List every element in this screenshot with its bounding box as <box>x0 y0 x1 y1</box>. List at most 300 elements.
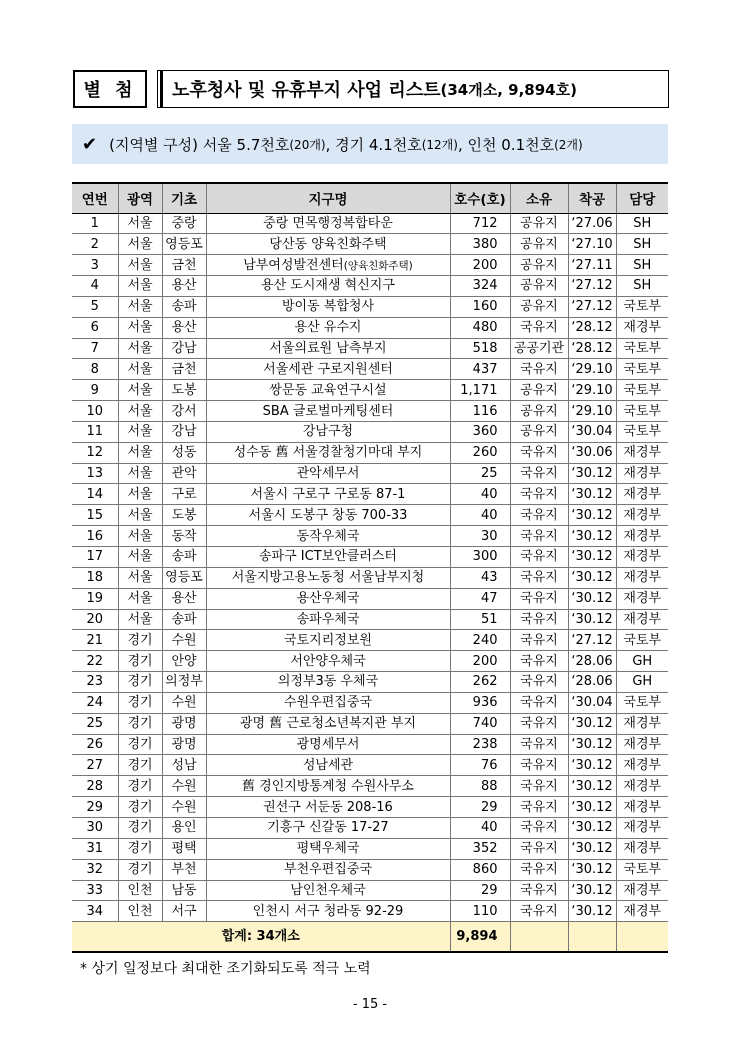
site-name-text: 광명세무서 <box>296 737 360 753</box>
cell-start: ‘30.12 <box>568 505 616 526</box>
cell-start: ‘29.10 <box>568 380 616 401</box>
cell-start: ‘30.12 <box>568 880 616 901</box>
cell-units: 30 <box>450 526 510 547</box>
site-name-text: 수원우편집중국 <box>284 695 372 711</box>
table-row <box>72 547 668 568</box>
cell-no: 10 <box>72 401 118 422</box>
cell-manager: 국토부 <box>616 630 668 651</box>
cell-district: 용인 <box>162 817 206 838</box>
site-name-text: 서울지방고용노동청 서울남부지청 <box>231 570 425 586</box>
cell-site-name <box>206 672 450 693</box>
cell-site-name <box>206 255 450 276</box>
cell-units: 300 <box>450 547 510 568</box>
cell-units: 51 <box>450 609 510 630</box>
attachment-badge: 별 첨 <box>73 70 147 108</box>
site-name-text: 舊 경인지방통계청 수원사무소 <box>242 778 414 794</box>
total-empty-cell <box>510 922 568 952</box>
cell-manager: 재경부 <box>616 755 668 776</box>
cell-no: 5 <box>72 296 118 317</box>
cell-start: ‘29.10 <box>568 401 616 422</box>
cell-region: 서울 <box>118 421 162 442</box>
cell-district: 영등포 <box>162 234 206 255</box>
cell-units: 200 <box>450 255 510 276</box>
cell-manager: 국토부 <box>616 380 668 401</box>
table-row <box>72 359 668 380</box>
cell-manager: 재경부 <box>616 547 668 568</box>
cell-no: 31 <box>72 838 118 859</box>
cell-district: 부천 <box>162 859 206 880</box>
site-name-text: 성수동 舊 서울경찰청기마대 부지 <box>233 445 423 461</box>
site-name-text: 광명 舊 근로청소년복지관 부지 <box>239 716 417 732</box>
cell-owner: 공유지 <box>510 401 568 422</box>
cell-units: 360 <box>450 421 510 442</box>
cell-no: 17 <box>72 547 118 568</box>
cell-region: 서울 <box>118 338 162 359</box>
cell-no: 13 <box>72 463 118 484</box>
cell-manager: 재경부 <box>616 734 668 755</box>
cell-owner: 국유지 <box>510 505 568 526</box>
cell-region: 서울 <box>118 442 162 463</box>
cell-site-name <box>206 651 450 672</box>
cell-owner: 국유지 <box>510 859 568 880</box>
summary-part-2-count: (12개) <box>421 137 458 152</box>
cell-district: 평택 <box>162 838 206 859</box>
cell-no: 16 <box>72 526 118 547</box>
cell-region: 경기 <box>118 713 162 734</box>
cell-start: ‘30.12 <box>568 776 616 797</box>
summary-part-1: (지역별 구성) 서울 5.7천호 <box>109 135 290 154</box>
cell-manager: 재경부 <box>616 442 668 463</box>
cell-start: ‘30.04 <box>568 692 616 713</box>
cell-district: 강서 <box>162 401 206 422</box>
table-row <box>72 838 668 859</box>
cell-manager: 국토부 <box>616 359 668 380</box>
cell-manager: 재경부 <box>616 776 668 797</box>
cell-units: 437 <box>450 359 510 380</box>
cell-district: 용산 <box>162 588 206 609</box>
cell-district: 광명 <box>162 713 206 734</box>
cell-region: 경기 <box>118 776 162 797</box>
cell-manager: 국토부 <box>616 338 668 359</box>
cell-units: 240 <box>450 630 510 651</box>
cell-site-name <box>206 588 450 609</box>
cell-owner: 공유지 <box>510 255 568 276</box>
site-name-text: 남인천우체국 <box>290 882 366 898</box>
cell-owner: 국유지 <box>510 817 568 838</box>
cell-site-name <box>206 609 450 630</box>
cell-owner: 국유지 <box>510 880 568 901</box>
cell-owner: 국유지 <box>510 588 568 609</box>
cell-owner: 국유지 <box>510 692 568 713</box>
cell-owner: 국유지 <box>510 755 568 776</box>
cell-district: 성남 <box>162 755 206 776</box>
cell-region: 서울 <box>118 547 162 568</box>
table-row <box>72 484 668 505</box>
cell-no: 18 <box>72 567 118 588</box>
cell-manager: 재경부 <box>616 484 668 505</box>
summary-part-2: , 경기 4.1천호 <box>325 135 422 154</box>
cell-region: 서울 <box>118 276 162 297</box>
cell-district: 용산 <box>162 317 206 338</box>
cell-start: ‘30.12 <box>568 463 616 484</box>
document-header <box>73 70 669 110</box>
cell-manager: 재경부 <box>616 880 668 901</box>
cell-start: ‘28.12 <box>568 338 616 359</box>
cell-district: 수원 <box>162 776 206 797</box>
table-row <box>72 672 668 693</box>
cell-manager: 재경부 <box>616 797 668 818</box>
cell-start: ‘30.12 <box>568 901 616 922</box>
table-row <box>72 901 668 922</box>
cell-district: 광명 <box>162 734 206 755</box>
cell-site-name <box>206 817 450 838</box>
total-row <box>72 922 668 952</box>
cell-units: 262 <box>450 672 510 693</box>
cell-units: 40 <box>450 817 510 838</box>
cell-manager: GH <box>616 651 668 672</box>
site-name-text: 서울의료원 남측부지 <box>269 340 387 356</box>
cell-site-name <box>206 776 450 797</box>
cell-site-name <box>206 421 450 442</box>
total-units: 9,894 <box>450 922 510 952</box>
cell-region: 서울 <box>118 484 162 505</box>
site-name-text: 남부여성발전센터 <box>243 257 344 273</box>
cell-region: 경기 <box>118 797 162 818</box>
table-row <box>72 276 668 297</box>
cell-units: 352 <box>450 838 510 859</box>
site-name-text: 서울세관 구로지원센터 <box>263 361 393 377</box>
cell-district: 강남 <box>162 338 206 359</box>
cell-district: 서구 <box>162 901 206 922</box>
site-name-text: 송파구 ICT보안클러스터 <box>258 549 397 565</box>
table-row <box>72 380 668 401</box>
table-row <box>72 776 668 797</box>
cell-district: 금천 <box>162 359 206 380</box>
cell-site-name <box>206 755 450 776</box>
cell-no: 26 <box>72 734 118 755</box>
cell-no: 30 <box>72 817 118 838</box>
cell-district: 안양 <box>162 651 206 672</box>
cell-start: ‘30.12 <box>568 526 616 547</box>
cell-district: 용산 <box>162 276 206 297</box>
cell-region: 인천 <box>118 880 162 901</box>
cell-manager: 재경부 <box>616 901 668 922</box>
table-row <box>72 463 668 484</box>
cell-start: ‘30.12 <box>568 797 616 818</box>
cell-start: ‘28.06 <box>568 672 616 693</box>
site-name-text: 용산 유수지 <box>294 320 362 336</box>
cell-district: 남동 <box>162 880 206 901</box>
cell-district: 구로 <box>162 484 206 505</box>
cell-district: 의정부 <box>162 672 206 693</box>
table-row <box>72 588 668 609</box>
table-row <box>72 421 668 442</box>
cell-start: ‘28.12 <box>568 317 616 338</box>
cell-start: ‘27.10 <box>568 234 616 255</box>
cell-region: 경기 <box>118 755 162 776</box>
cell-region: 서울 <box>118 567 162 588</box>
cell-region: 서울 <box>118 213 162 234</box>
cell-owner: 공유지 <box>510 296 568 317</box>
cell-start: ‘30.12 <box>568 817 616 838</box>
table-row <box>72 755 668 776</box>
cell-units: 200 <box>450 651 510 672</box>
cell-site-name <box>206 463 450 484</box>
cell-owner: 국유지 <box>510 567 568 588</box>
cell-owner: 공유지 <box>510 234 568 255</box>
cell-owner: 국유지 <box>510 630 568 651</box>
cell-site-name <box>206 442 450 463</box>
cell-site-name <box>206 484 450 505</box>
cell-region: 경기 <box>118 672 162 693</box>
site-name-text: 쌍문동 교육연구시설 <box>269 382 387 398</box>
cell-owner: 국유지 <box>510 797 568 818</box>
cell-owner: 국유지 <box>510 484 568 505</box>
region-summary <box>72 124 668 164</box>
cell-site-name <box>206 380 450 401</box>
cell-region: 서울 <box>118 317 162 338</box>
site-name-text: 기흥구 신갈동 17-27 <box>267 820 389 836</box>
cell-region: 서울 <box>118 380 162 401</box>
cell-start: ‘30.12 <box>568 755 616 776</box>
total-empty-cell <box>568 922 616 952</box>
cell-no: 23 <box>72 672 118 693</box>
cell-owner: 국유지 <box>510 838 568 859</box>
cell-manager: 국토부 <box>616 859 668 880</box>
cell-start: ‘28.06 <box>568 651 616 672</box>
cell-site-name <box>206 526 450 547</box>
cell-no: 2 <box>72 234 118 255</box>
cell-units: 43 <box>450 567 510 588</box>
cell-start: ‘27.12 <box>568 276 616 297</box>
site-name-text: 의정부3동 우체국 <box>277 674 379 690</box>
cell-owner: 공유지 <box>510 421 568 442</box>
cell-site-name <box>206 547 450 568</box>
header-region: 광역 <box>118 183 162 213</box>
cell-site-name <box>206 630 450 651</box>
site-name-text: 용산 도시재생 혁신지구 <box>261 278 395 294</box>
cell-units: 40 <box>450 484 510 505</box>
cell-start: ‘27.06 <box>568 213 616 234</box>
cell-manager: GH <box>616 672 668 693</box>
cell-start: ‘30.12 <box>568 713 616 734</box>
cell-site-name <box>206 692 450 713</box>
header-owner: 소유 <box>510 183 568 213</box>
table-row <box>72 255 668 276</box>
cell-no: 15 <box>72 505 118 526</box>
cell-start: ‘30.06 <box>568 442 616 463</box>
cell-start: ‘30.12 <box>568 484 616 505</box>
site-name-text: 권선구 서둔동 208-16 <box>263 799 393 815</box>
cell-district: 수원 <box>162 630 206 651</box>
table-row <box>72 317 668 338</box>
cell-no: 14 <box>72 484 118 505</box>
cell-no: 22 <box>72 651 118 672</box>
cell-manager: 재경부 <box>616 713 668 734</box>
cell-no: 1 <box>72 213 118 234</box>
cell-no: 28 <box>72 776 118 797</box>
cell-site-name <box>206 359 450 380</box>
header-no: 연번 <box>72 183 118 213</box>
table-row <box>72 213 668 234</box>
cell-no: 32 <box>72 859 118 880</box>
cell-region: 서울 <box>118 609 162 630</box>
site-name-text: 강남구청 <box>302 424 354 440</box>
site-name-text: 동작우체국 <box>296 528 360 544</box>
cell-region: 경기 <box>118 817 162 838</box>
cell-region: 서울 <box>118 505 162 526</box>
cell-site-name <box>206 797 450 818</box>
cell-region: 서울 <box>118 401 162 422</box>
cell-region: 경기 <box>118 630 162 651</box>
header-manager: 담당 <box>616 183 668 213</box>
cell-no: 4 <box>72 276 118 297</box>
cell-district: 도봉 <box>162 505 206 526</box>
cell-units: 47 <box>450 588 510 609</box>
table-row <box>72 526 668 547</box>
table-row <box>72 630 668 651</box>
cell-district: 성동 <box>162 442 206 463</box>
cell-region: 경기 <box>118 838 162 859</box>
cell-units: 936 <box>450 692 510 713</box>
cell-manager: SH <box>616 234 668 255</box>
site-name-text: 관악세무서 <box>296 466 360 482</box>
cell-site-name <box>206 838 450 859</box>
total-empty-cell <box>616 922 668 952</box>
cell-no: 29 <box>72 797 118 818</box>
table-header-row <box>72 183 668 213</box>
table-row <box>72 817 668 838</box>
cell-site-name <box>206 234 450 255</box>
cell-units: 860 <box>450 859 510 880</box>
cell-units: 518 <box>450 338 510 359</box>
table-row <box>72 567 668 588</box>
cell-owner: 국유지 <box>510 547 568 568</box>
cell-site-name <box>206 859 450 880</box>
cell-region: 인천 <box>118 901 162 922</box>
table-row <box>72 692 668 713</box>
cell-start: ‘30.12 <box>568 838 616 859</box>
site-name-text: 방이동 복합청사 <box>281 299 375 315</box>
site-name-text: 서안양우체국 <box>290 653 366 669</box>
cell-manager: SH <box>616 276 668 297</box>
cell-no: 11 <box>72 421 118 442</box>
cell-owner: 국유지 <box>510 776 568 797</box>
cell-units: 1,171 <box>450 380 510 401</box>
cell-district: 관악 <box>162 463 206 484</box>
cell-region: 경기 <box>118 651 162 672</box>
cell-manager: 재경부 <box>616 609 668 630</box>
cell-manager: 재경부 <box>616 838 668 859</box>
cell-units: 25 <box>450 463 510 484</box>
cell-units: 88 <box>450 776 510 797</box>
cell-region: 서울 <box>118 359 162 380</box>
site-name-text: 성남세관 <box>302 757 354 773</box>
cell-manager: 재경부 <box>616 317 668 338</box>
table-row <box>72 651 668 672</box>
cell-site-name <box>206 505 450 526</box>
cell-units: 380 <box>450 234 510 255</box>
cell-owner: 국유지 <box>510 463 568 484</box>
cell-region: 서울 <box>118 296 162 317</box>
site-name-text: 서울시 구로구 구로동 87-1 <box>250 486 406 502</box>
cell-start: ‘27.12 <box>568 296 616 317</box>
cell-owner: 국유지 <box>510 526 568 547</box>
cell-no: 8 <box>72 359 118 380</box>
document-title <box>157 70 669 108</box>
table-row <box>72 880 668 901</box>
site-name-text: 서울시 도봉구 창동 700-33 <box>248 507 408 523</box>
cell-no: 33 <box>72 880 118 901</box>
cell-district: 동작 <box>162 526 206 547</box>
cell-manager: 재경부 <box>616 505 668 526</box>
table-row <box>72 234 668 255</box>
cell-district: 금천 <box>162 255 206 276</box>
cell-no: 9 <box>72 380 118 401</box>
cell-owner: 공유지 <box>510 276 568 297</box>
cell-owner: 국유지 <box>510 442 568 463</box>
title-sub: (34개소, 9,894호) <box>440 80 577 99</box>
cell-units: 29 <box>450 797 510 818</box>
cell-manager: SH <box>616 213 668 234</box>
cell-site-name <box>206 734 450 755</box>
cell-district: 수원 <box>162 797 206 818</box>
cell-manager: 국토부 <box>616 401 668 422</box>
cell-units: 40 <box>450 505 510 526</box>
cell-district: 강남 <box>162 421 206 442</box>
title-main: 노후청사 및 유휴부지 사업 리스트 <box>172 80 441 101</box>
cell-units: 740 <box>450 713 510 734</box>
cell-manager: SH <box>616 255 668 276</box>
cell-region: 서울 <box>118 463 162 484</box>
table-row <box>72 338 668 359</box>
cell-start: ‘30.12 <box>568 609 616 630</box>
cell-owner: 국유지 <box>510 713 568 734</box>
summary-part-1-count: (20개) <box>289 137 326 152</box>
cell-no: 19 <box>72 588 118 609</box>
cell-no: 34 <box>72 901 118 922</box>
cell-district: 송파 <box>162 547 206 568</box>
table-row <box>72 442 668 463</box>
cell-units: 238 <box>450 734 510 755</box>
cell-region: 경기 <box>118 859 162 880</box>
cell-site-name <box>206 401 450 422</box>
cell-manager: 재경부 <box>616 526 668 547</box>
cell-start: ‘27.11 <box>568 255 616 276</box>
cell-site-name <box>206 713 450 734</box>
cell-start: ‘30.12 <box>568 734 616 755</box>
cell-manager: 국토부 <box>616 692 668 713</box>
site-name-text: 당산동 양육친화주택 <box>269 236 387 252</box>
cell-manager: 재경부 <box>616 817 668 838</box>
cell-start: ‘29.10 <box>568 359 616 380</box>
cell-region: 서울 <box>118 526 162 547</box>
cell-no: 12 <box>72 442 118 463</box>
cell-owner: 국유지 <box>510 359 568 380</box>
cell-site-name <box>206 901 450 922</box>
cell-start: ‘30.04 <box>568 421 616 442</box>
cell-start: ‘27.12 <box>568 630 616 651</box>
cell-district: 송파 <box>162 296 206 317</box>
cell-no: 3 <box>72 255 118 276</box>
cell-owner: 국유지 <box>510 734 568 755</box>
table-row <box>72 505 668 526</box>
cell-units: 260 <box>450 442 510 463</box>
cell-no: 6 <box>72 317 118 338</box>
cell-district: 영등포 <box>162 567 206 588</box>
cell-no: 27 <box>72 755 118 776</box>
header-site-name: 지구명 <box>206 183 450 213</box>
